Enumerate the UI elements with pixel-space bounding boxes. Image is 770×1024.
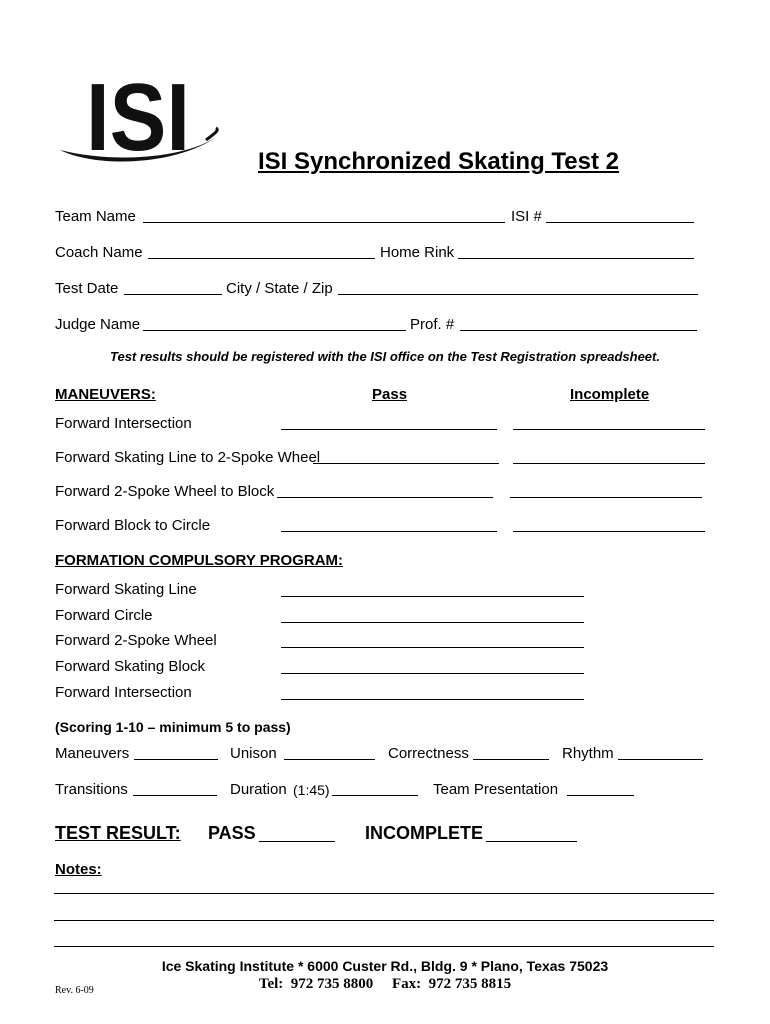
maneuver-item: Forward Intersection <box>55 415 192 432</box>
formation-item: Forward Skating Line <box>55 581 197 598</box>
result-pass-field[interactable] <box>259 841 335 842</box>
city-state-zip-field[interactable] <box>338 294 698 295</box>
formation-score-field[interactable] <box>281 622 584 623</box>
duration-score-field[interactable] <box>332 795 418 796</box>
coach-name-label: Coach Name <box>55 244 143 261</box>
team-name-label: Team Name <box>55 208 136 225</box>
maneuver-pass-field[interactable] <box>281 429 497 430</box>
maneuver-incomplete-field[interactable] <box>510 497 702 498</box>
judge-name-label: Judge Name <box>55 316 141 333</box>
correctness-score-field[interactable] <box>473 759 549 760</box>
unison-score-field[interactable] <box>284 759 375 760</box>
formation-score-field[interactable] <box>281 647 584 648</box>
formation-score-field[interactable] <box>281 596 584 597</box>
incomplete-column-header: Incomplete <box>570 386 650 403</box>
maneuvers-score-field[interactable] <box>134 759 218 760</box>
transitions-score-field[interactable] <box>133 795 217 796</box>
maneuver-incomplete-field[interactable] <box>513 531 705 532</box>
maneuver-pass-field[interactable] <box>277 497 493 498</box>
svg-text:ISI: ISI <box>86 70 190 165</box>
result-incomplete-label: INCOMPLETE <box>365 823 484 843</box>
duration-score-label: Duration <box>230 781 287 798</box>
prof-number-field[interactable] <box>460 330 697 331</box>
coach-name-field[interactable] <box>148 258 375 259</box>
scoring-heading: (Scoring 1-10 – minimum 5 to pass) <box>55 719 291 735</box>
city-state-zip-label: City / State / Zip <box>226 280 333 297</box>
notes-label: Notes: <box>55 861 102 878</box>
correctness-score-label: Correctness <box>388 745 469 762</box>
formation-item: Forward Skating Block <box>55 658 206 675</box>
footer-address: Ice Skating Institute * 6000 Custer Rd., Bldg. 9 * Plano, Texas 75023 <box>161 958 609 974</box>
revision-label: Rev. 6-09 <box>55 985 94 996</box>
home-rink-label: Home Rink <box>380 244 455 261</box>
team-presentation-score-label: Team Presentation <box>433 781 559 798</box>
team-name-field[interactable] <box>143 222 505 223</box>
formation-score-field[interactable] <box>281 673 584 674</box>
maneuvers-score-label: Maneuvers <box>55 745 130 762</box>
isi-number-field[interactable] <box>546 222 694 223</box>
maneuver-item: Forward Skating Line to 2-Spoke Wheel <box>55 449 321 466</box>
prof-number-label: Prof. # <box>410 316 455 333</box>
notes-line[interactable] <box>54 920 714 921</box>
isi-logo <box>56 70 221 165</box>
team-presentation-score-field[interactable] <box>567 795 634 796</box>
result-incomplete-field[interactable] <box>486 841 577 842</box>
isi-number-label: ISI # <box>511 208 542 225</box>
test-result-label: TEST RESULT: <box>55 823 181 843</box>
rhythm-score-label: Rhythm <box>562 745 614 762</box>
result-pass-label: PASS <box>208 823 256 843</box>
notes-line[interactable] <box>54 893 714 894</box>
formation-heading: FORMATION COMPULSORY PROGRAM: <box>55 552 344 569</box>
maneuvers-heading: MANEUVERS: <box>55 386 156 403</box>
formation-item: Forward Circle <box>55 607 153 624</box>
registration-notice: Test results should be registered with the ISI office on the Test Registration spreadsheet. <box>110 349 660 364</box>
maneuver-incomplete-field[interactable] <box>513 429 705 430</box>
formation-item: Forward 2-Spoke Wheel <box>55 632 217 649</box>
judge-name-field[interactable] <box>143 330 406 331</box>
maneuver-incomplete-field[interactable] <box>513 463 705 464</box>
transitions-score-label: Transitions <box>55 781 128 798</box>
duration-time: (1:45) <box>293 782 330 798</box>
maneuver-pass-field[interactable] <box>313 463 499 464</box>
maneuver-item: Forward Block to Circle <box>55 517 211 534</box>
pass-column-header: Pass <box>372 386 408 403</box>
notes-line[interactable] <box>54 946 714 947</box>
page-title: ISI Synchronized Skating Test 2 <box>258 148 619 175</box>
maneuver-item: Forward 2-Spoke Wheel to Block <box>55 483 275 500</box>
maneuver-pass-field[interactable] <box>281 531 497 532</box>
home-rink-field[interactable] <box>458 258 694 259</box>
test-date-field[interactable] <box>124 294 222 295</box>
formation-item: Forward Intersection <box>55 684 192 701</box>
unison-score-label: Unison <box>230 745 277 762</box>
footer-phone: Tel: 972 735 8800 Fax: 972 735 8815 <box>258 976 512 992</box>
rhythm-score-field[interactable] <box>618 759 703 760</box>
test-date-label: Test Date <box>55 280 119 297</box>
formation-score-field[interactable] <box>281 699 584 700</box>
